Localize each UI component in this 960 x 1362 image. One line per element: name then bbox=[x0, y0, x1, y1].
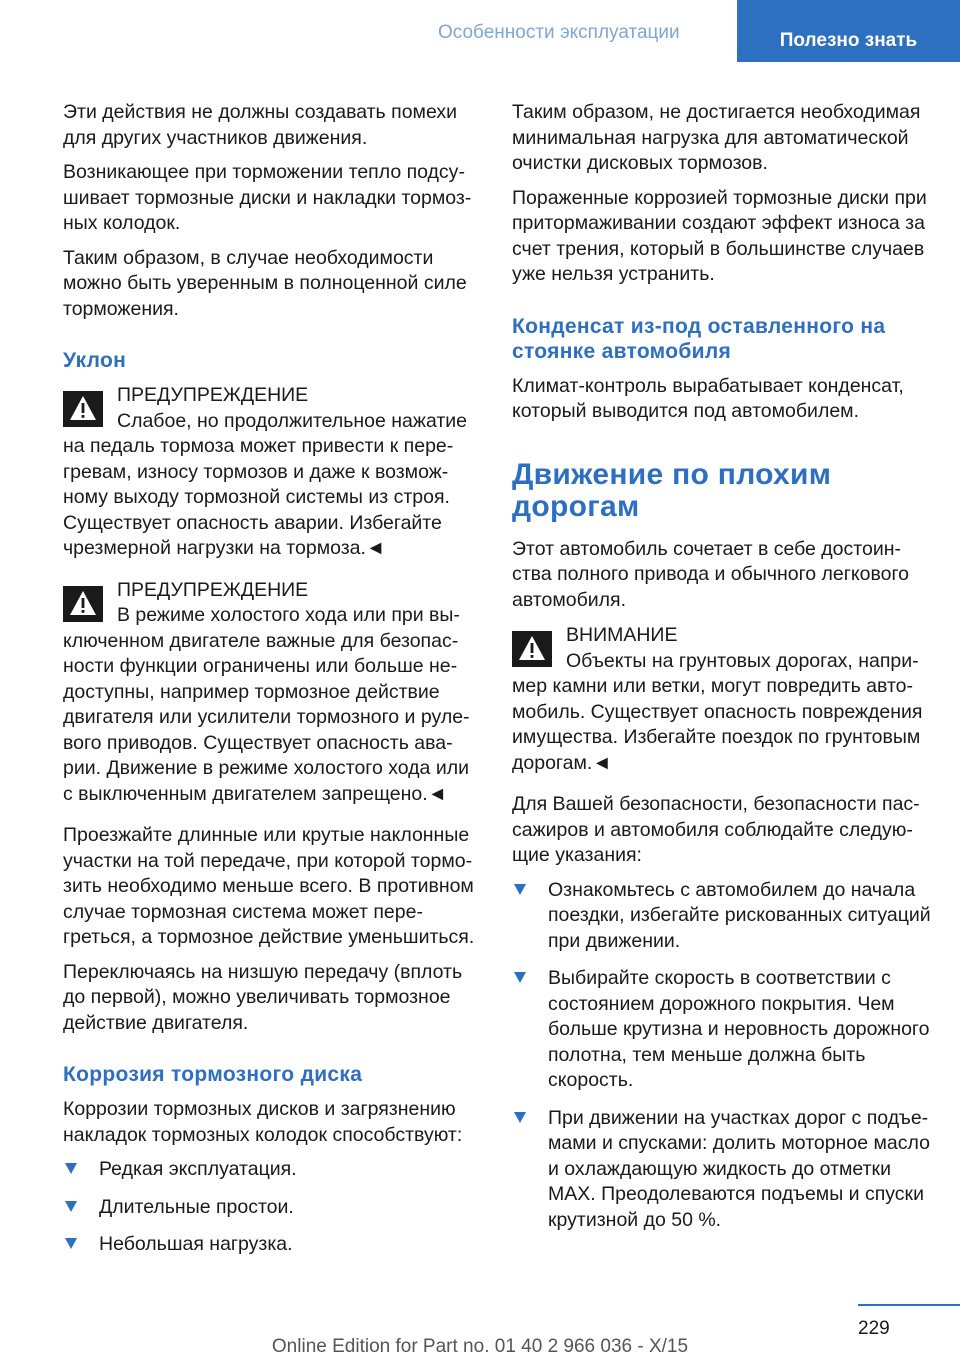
heading-corrosion: Коррозия тормозного диска bbox=[63, 1063, 363, 1086]
paragraph: Возникающее при торможении тепло подсушивает тормозные диски и накладки тормозных колодок. bbox=[63, 161, 472, 234]
warning-box bbox=[63, 383, 481, 562]
page-number: 229 bbox=[858, 1318, 890, 1339]
list-item-text: Выбирайте скорость в соответствии с состоянием дорожного покрытия. Чем больше крутизна и неровность дорожного полотна, тем меньше должна быть скорость. bbox=[548, 967, 930, 1091]
bullet-triangle-icon bbox=[514, 1112, 526, 1123]
chapter-tab[interactable]: Полезно знать bbox=[737, 0, 960, 62]
paragraph: Таким образом, не достигается необходимая минимальная нагрузка для автоматической очистки дисковых тормозов. bbox=[512, 101, 921, 174]
heading-slope: Уклон bbox=[63, 349, 127, 372]
right-column bbox=[512, 100, 932, 1245]
list-item-text: Редкая эксплуатация. bbox=[99, 1158, 297, 1180]
paragraph: Этот автомобиль сочетает в себе достоинства полного привода и обычного легкового автомобиля. bbox=[512, 537, 909, 611]
warning-title: ПРЕДУПРЕЖДЕНИЕ bbox=[117, 578, 309, 601]
page-number-rule bbox=[858, 1304, 960, 1306]
list-item bbox=[63, 1157, 481, 1183]
footer-edition: Online Edition for Part no. 01 40 2 966 036 - X/15 bbox=[271, 1336, 689, 1357]
paragraph: Проезжайте длинные или крутые наклонные участки на той передаче, при которой тормозить необходимо меньше всего. В противном случае тормозная система может перегреться, а тормозное действие уменьшиться. bbox=[63, 824, 475, 948]
bullet-triangle-icon bbox=[514, 972, 526, 983]
paragraph: Климат-контроль вырабатывает конденсат, который выводится под автомобилем. bbox=[512, 374, 904, 422]
left-column bbox=[63, 100, 481, 1270]
caution-text: Объекты на грунтовых дорогах, например камни или ветки, могут повредить автомобиль. Существует опасность повреждения имущества. Избегайте поездок по грунтовым дорогам.◄ bbox=[512, 649, 923, 774]
bullet-triangle-icon bbox=[65, 1163, 77, 1174]
list-item bbox=[512, 1106, 932, 1234]
heading-bad-roads: Движение по плохим дорогам bbox=[512, 457, 832, 523]
paragraph: Переключаясь на низшую передачу (вплоть до первой), можно увеличивать тормозное действие двигателя. bbox=[63, 960, 463, 1034]
warning-icon bbox=[63, 586, 103, 622]
bullet-triangle-icon bbox=[514, 884, 526, 895]
list-item-text: При движении на участках дорог с подъемами и спусками: долить моторное масло и охлаждающую жидкость до отметки MAX. Преодолеваются подъемы и спуски крутизной до 50 %. bbox=[548, 1106, 930, 1231]
warning-title: ПРЕДУПРЕЖДЕНИЕ bbox=[117, 384, 309, 406]
caution-box bbox=[512, 623, 932, 776]
list-item-text: Длительные простои. bbox=[99, 1195, 294, 1218]
warning-icon bbox=[63, 391, 103, 427]
paragraph: Коррозии тормозных дисков и загрязнению накладок тормозных колодок способствуют: bbox=[63, 1098, 463, 1146]
heading-condensate: Конденсат из-под оставленного на стоянке автомобиля bbox=[512, 314, 886, 363]
page-header bbox=[0, 0, 960, 62]
paragraph: Для Вашей безопасности, безопасности пассажиров и автомобиля соблюдайте следующие указания: bbox=[512, 793, 920, 866]
paragraph: Таким образом, в случае необходимости можно быть уверенным в полноценной силе торможения. bbox=[63, 246, 467, 320]
section-title[interactable]: Особенности эксплуатации bbox=[438, 22, 680, 43]
caution-icon bbox=[512, 631, 552, 667]
warning-text: Слабое, но продолжительное нажатие на педаль тормоза может привести к перегревам, износу тормозов и даже к возможному выходу тормозной системы из строя. Существует опасность аварии. Избегайте чрезмерной нагрузки на тормоза.◄ bbox=[63, 409, 468, 559]
warning-box bbox=[63, 578, 481, 808]
caution-title: ВНИМАНИЕ bbox=[566, 624, 678, 646]
list-item bbox=[512, 878, 932, 955]
warning-text: В режиме холостого хода или при выключенном двигателе важные для безопасности функции ограничены или больше недоступны, например тормозное действие двигателя или усилители тормозного и рулевого приводов. Существует опасность аварии. Движение в режиме холостого хода или с выключенным двигателем запрещено.◄ bbox=[63, 604, 470, 805]
paragraph: Эти действия не должны создавать помехи для других участников движения. bbox=[63, 101, 457, 149]
bullet-triangle-icon bbox=[65, 1238, 77, 1249]
list-item-text: Ознакомьтесь с автомобилем до начала поездки, избегайте рискованных ситуаций при движении. bbox=[548, 878, 931, 952]
list-item bbox=[512, 966, 932, 1094]
bullet-list bbox=[63, 1157, 481, 1258]
paragraph: Пораженные коррозией тормозные диски при притормаживании создают эффект износа за счет трения, который в большинстве случаев уже нельзя устранить. bbox=[512, 186, 927, 285]
bullet-list bbox=[512, 878, 932, 1234]
list-item bbox=[63, 1232, 481, 1258]
list-item bbox=[63, 1195, 481, 1221]
list-item-text: Небольшая нагрузка. bbox=[99, 1233, 293, 1255]
bullet-triangle-icon bbox=[65, 1201, 77, 1212]
